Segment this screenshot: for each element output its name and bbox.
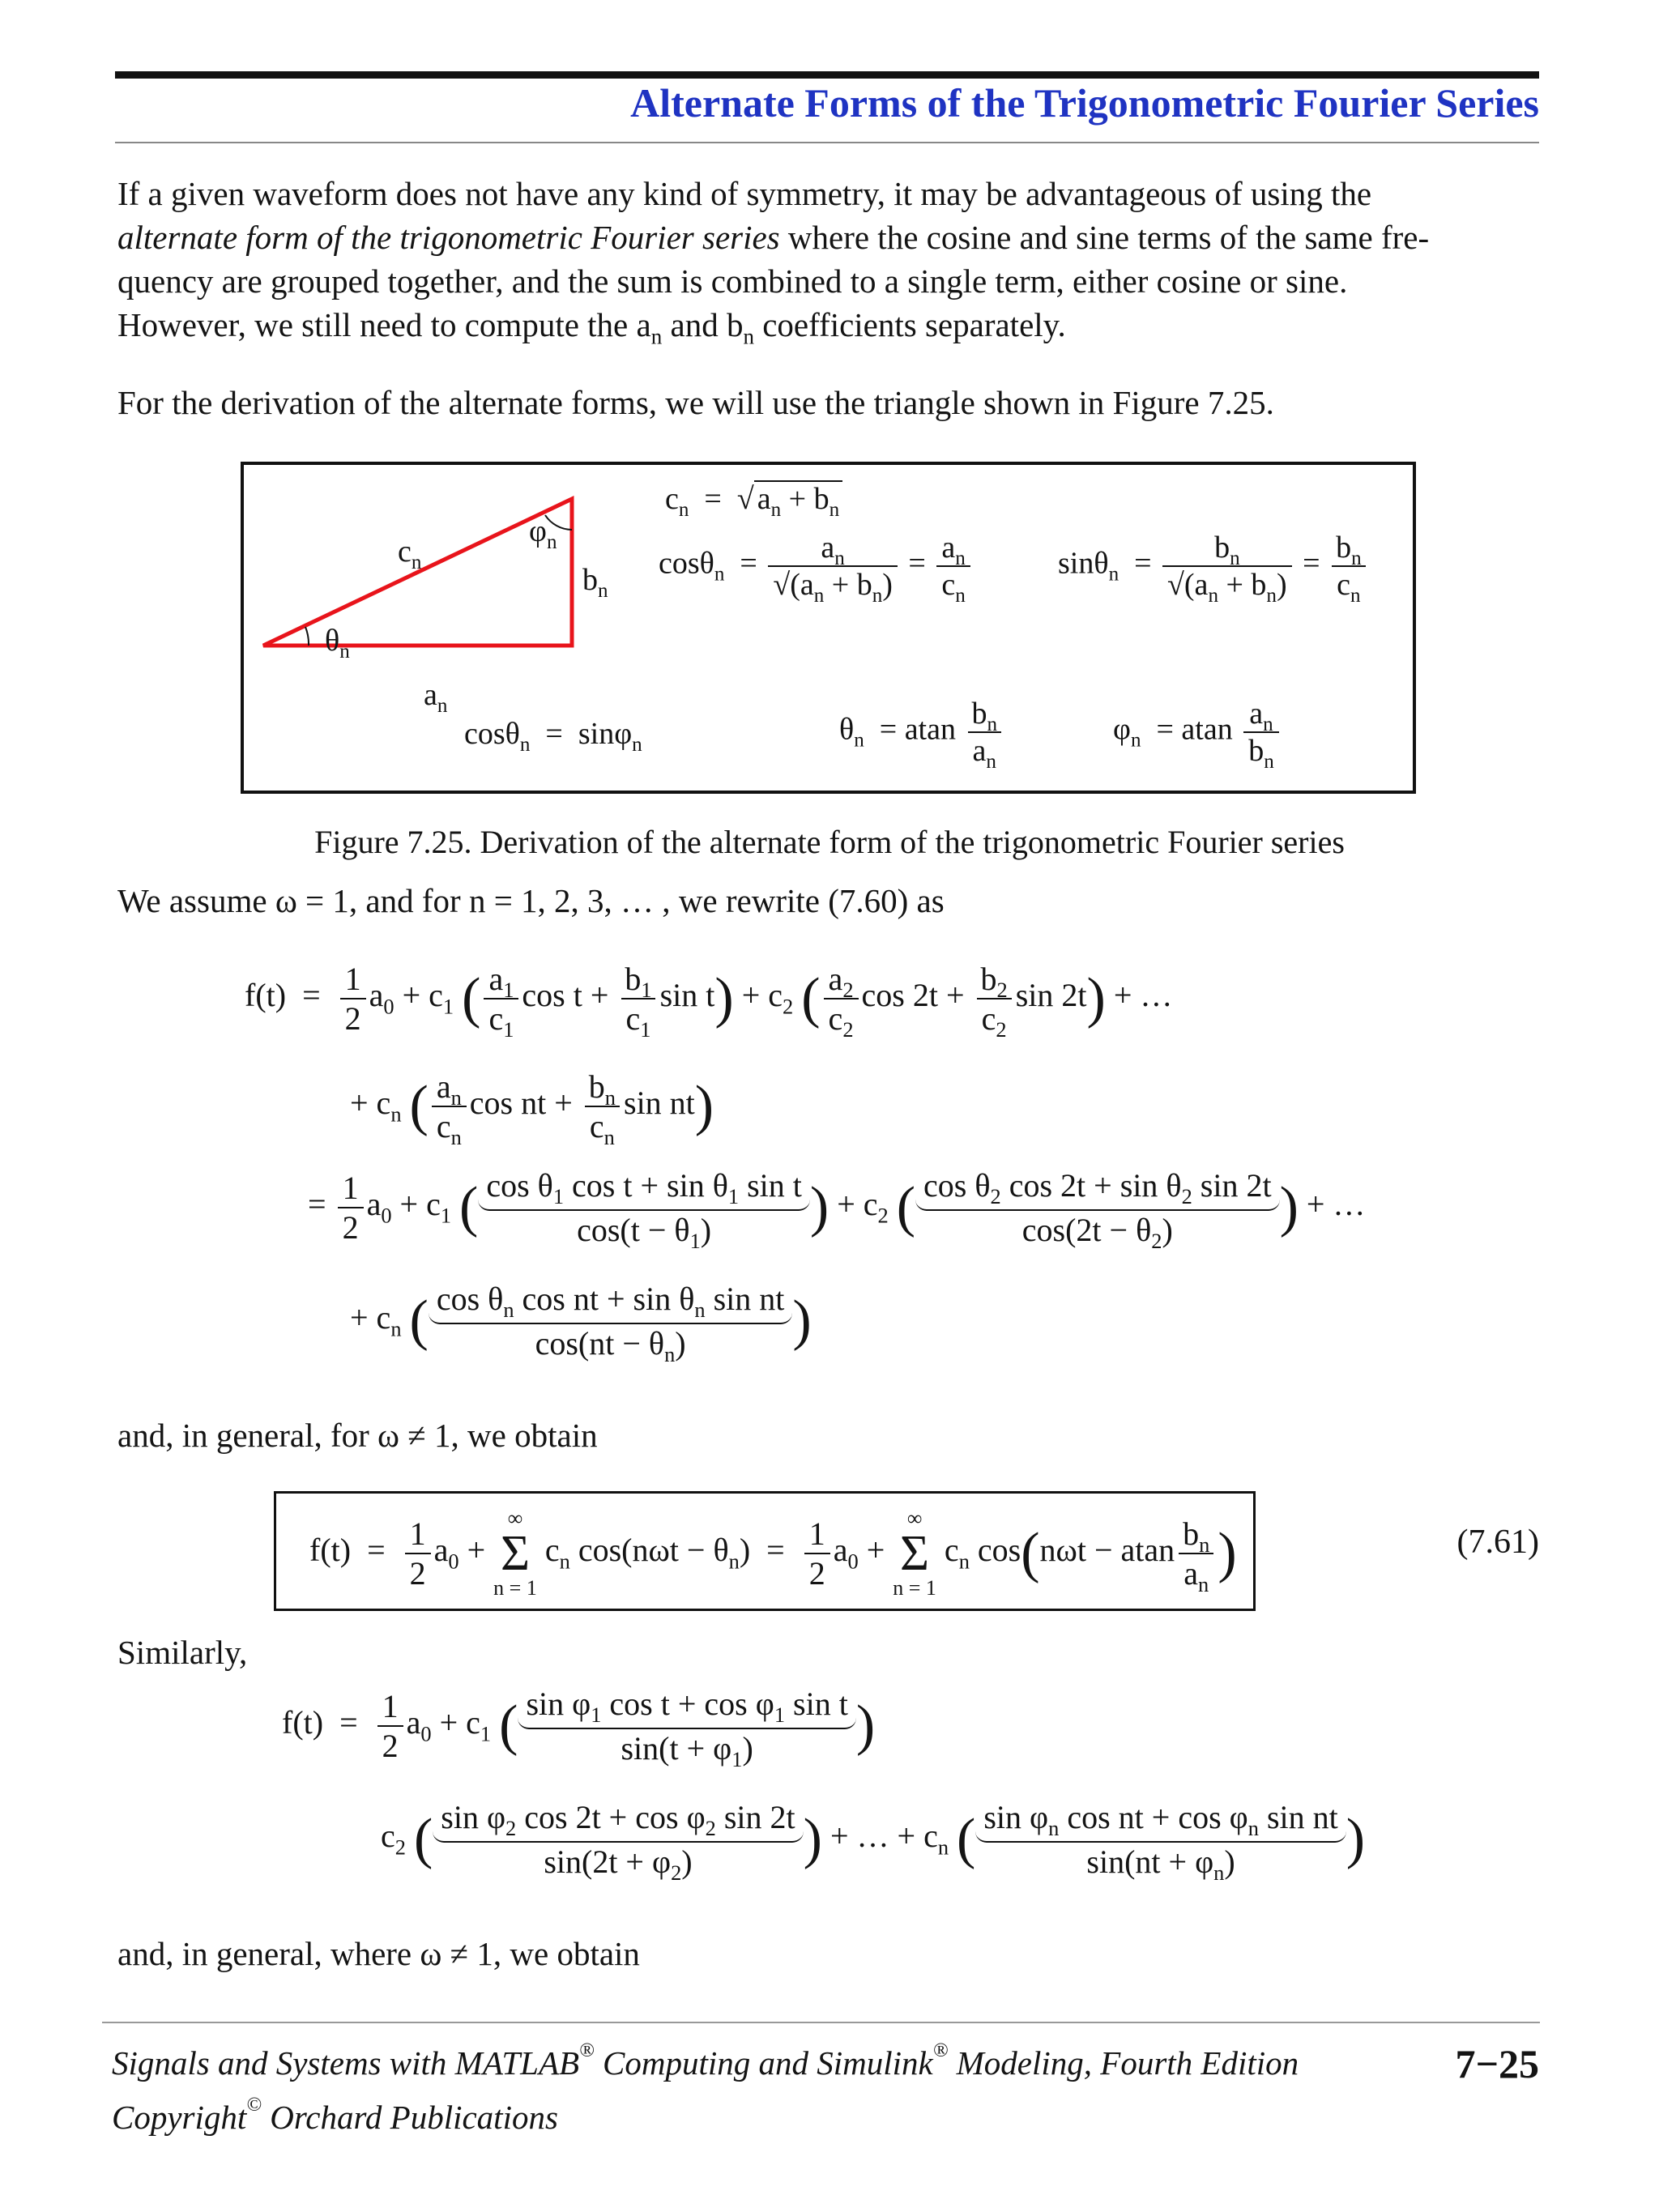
cos-eq-sin-formula: cosθ$_n$ = sinφ$_n$ xyxy=(464,717,642,756)
equation-7-61: f(t) = $\frac{1}{2}$ $a_0$ + ∞ Σ n = 1 $c_n$ $\cos(n\omega t - \theta_n)$ = $\frac{1}{2}$ $a_0$ + ∞ Σ n = 1 $c_n$ cos(nωt − atan $\frac{b_n}{a_n}$ ) xyxy=(309,1507,1237,1600)
footer-copyright: Copyright© Orchard Publications xyxy=(112,2093,558,2136)
similarly-text: Similarly, xyxy=(117,1634,248,1671)
equation-sine-form-1: f(t) = $\frac{1}{2}$ $a_0 + c_1$ ( $\frac{\sin \varphi_1 \cos t + \cos \varphi_1 \sin t}{\sin(t + \varphi_1)}$ ) xyxy=(282,1686,876,1772)
adj-label: $a_n$ xyxy=(424,678,448,717)
hyp-label: $c_n$ xyxy=(398,535,422,573)
figure-caption: Figure 7.25. Derivation of the alternate form of the trigonometric Fourier series xyxy=(314,824,1345,860)
theta-atan-formula: $\theta_n = atan$ $\frac{b_n}{a_n}$ xyxy=(839,696,1005,769)
phi-atan-formula: $\varphi_n = atan$ $\frac{a_n}{b_n}$ xyxy=(1113,696,1282,769)
equation-sine-form-2: $c_2$ ( $\frac{\sin \varphi_2 \cos 2t + \cos \varphi_2 \sin 2t}{\sin(2t + \varphi_2)}$ ) + … + $c_n$ ( $\frac{\sin \varphi_n \cos nt + \cos \varphi_n \sin nt}{\sin(nt + \varphi_n)}$ ) xyxy=(381,1799,1366,1886)
theta-label: $\theta_n$ xyxy=(325,624,350,663)
header-rule xyxy=(115,142,1539,143)
equation-ft-expanded-2: + $c_n$ ( $\frac{a_n}{c_n}$ cos nt + $\frac{b_n}{c_n}$ sin nt) xyxy=(350,1068,714,1150)
footer-book-title: Signals and Systems with MATLAB® Computing and Simulink® Modeling, Fourth Edition xyxy=(112,2039,1299,2082)
equation-ft-combined-1: = $\frac{1}{2}$ $a_0 + c_1$ ( $\frac{\cos \theta_1 \cos t + \sin \theta_1 \sin t}{\cos(t - \theta_1)}$ ) + $c_2$ ( $\frac{\cos \theta_2 \cos 2t + \sin \theta_2 \sin 2t}{\cos(2t - \theta_2)}$ ) + … xyxy=(308,1167,1366,1254)
triangle-diagram xyxy=(260,481,600,692)
top-rule xyxy=(115,71,1539,79)
cn-formula: $c_n$ = √ $a_n + b_n$ xyxy=(665,481,842,517)
equation-number: (7.61) xyxy=(1456,1524,1539,1561)
page-number: 7−25 xyxy=(1455,2041,1539,2086)
equation-ft-combined-2: + $c_n$ ( $\frac{\cos \theta_n \cos nt + \sin \theta_n \sin nt}{\cos(nt - \theta_n)}$ ) xyxy=(350,1281,812,1367)
equation-ft-expanded-1: f(t) = $\frac{1}{2}$ $a_0 + c_1$ ( $\frac{a_1}{c_1}$ cos t + $\frac{b_1}{c_1}$ $\sin t) + c_2$ ( $\frac{a_2}{c_2}$ cos 2t + $\frac{b_2}{c_2}$ sin 2t) + … xyxy=(245,961,1173,1042)
sin-theta-formula: sinθ$_n$ = $\frac{b_n}{√(a_n + b_n)}$ = $\frac{b_n}{c_n}$ xyxy=(1058,530,1370,603)
page-header-title: Alternate Forms of the Trigonometric Fourier Series xyxy=(630,80,1539,126)
footer-rule xyxy=(102,2022,1540,2023)
opp-label: $b_n$ xyxy=(582,563,608,602)
theta-arc xyxy=(305,627,309,646)
figure-7-25-box xyxy=(241,462,1416,794)
general-line-2: and, in general, where ω ≠ 1, we obtain xyxy=(117,1935,640,1972)
phi-label: $\varphi_n$ xyxy=(529,514,557,553)
derivation-paragraph: For the derivation of the alternate forms, we will use the triangle shown in Figure 7.25. xyxy=(117,384,1274,421)
cos-theta-formula: cosθ$_n$ = $\frac{a_n}{√(a_n + b_n)}$ = $\frac{a_n}{c_n}$ xyxy=(659,530,974,603)
general-line-1: and, in general, for ω ≠ 1, we obtain xyxy=(117,1417,598,1454)
intro-paragraph: If a given waveform does not have any kind of symmetry, it may be advantageous of using the alternate form of the trigonometric Fourier series where the cosine and sine terms of the same fre- quency are grouped together, and the sum is combined to a single term, either cosine or sine. However, we still need to compute the $a_n$ and $b_n$ coefficients separately. xyxy=(117,175,1430,349)
assumption-line: We assume ω = 1, and for n = 1, 2, 3, … , we rewrite (7.60) as xyxy=(117,882,945,919)
